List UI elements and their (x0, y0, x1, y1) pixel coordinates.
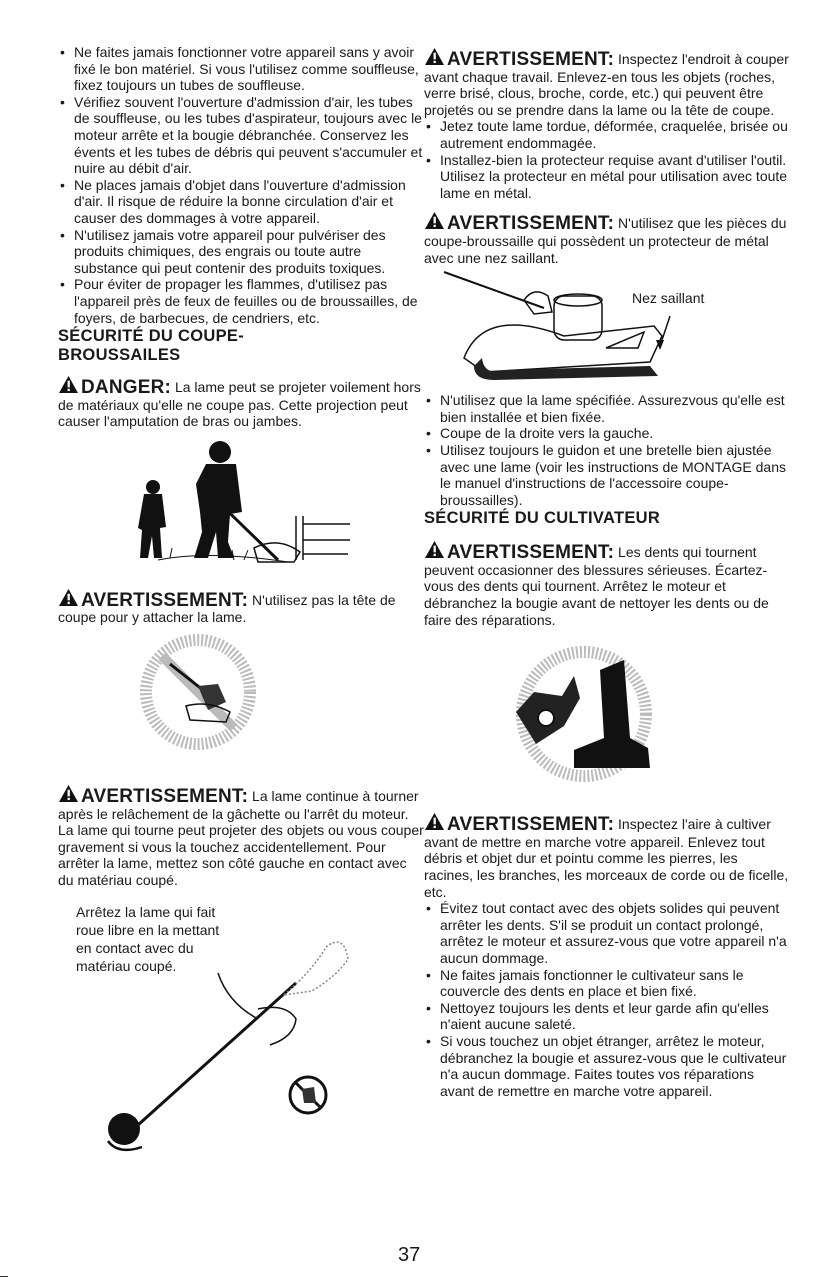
trimmer-stop-icon (58, 903, 424, 1153)
warning-text: N'utilisez pas la tête de coupe pour y attacher la lame. (58, 591, 396, 626)
list-item: • Évitez tout contact avec des objets solides qui peuvent arrêter les dents. S'il se produit un contact prolongé, arrêtez le moteur et assurez-vous que votre appareil n'a aucun dommage. (424, 900, 790, 966)
warning-notice-inspect (424, 47, 790, 118)
warning-triangle-icon (58, 588, 79, 607)
brushcutter-use-list (424, 392, 790, 508)
warning-text: Les dents qui tournent peuvent occasionner des blessures sérieuses. Écartez-vous des dents qui tournent. Arrêtez le moteur et débranchez la bougie avant de nettoyer les dents ou de faire des réparations. (424, 544, 769, 628)
warning-triangle-icon (424, 47, 445, 66)
warning-notice-guard (424, 211, 790, 266)
danger-text: La lame peut se projeter voilement hors de matériaux qu'elle ne coupe pas. Cette projection peut causer l'amputation de bras ou jambes. (58, 379, 421, 430)
guard-icon (424, 266, 790, 390)
warning-triangle-icon (58, 375, 79, 394)
list-item: • Utilisez toujours le guidon et une bretelle bien ajustée avec une lame (voir les instructions de MONTAGE dans le manuel d'instructions de l'accessoire coupe-broussailles). (424, 442, 790, 508)
cultivator-use-list (424, 900, 790, 1099)
crop-mark (0, 1276, 8, 1277)
metal-guard-illustration (424, 266, 790, 390)
warning-triangle-icon (424, 812, 445, 831)
left-column (58, 44, 424, 1153)
warning-signal-word: AVERTISSEMENT: (447, 814, 615, 836)
list-item: • Ne faites jamais fonctionner votre appareil sans y avoir fixé le bon matériel. Si vous l'utilisez comme souffleuse, fixez toujours un tubes de souffleuse. (58, 44, 424, 94)
list-item: • Ne places jamais d'objet dans l'ouverture d'admission d'air. Il risque de réduire la bonne circulation d'air et causer des dommages à votre appareil. (58, 177, 424, 227)
list-item: • Installez-bien la protecteur requise avant d'utiliser l'outil. Utilisez la protecteur en métal pour utilisation avec toute lame en métal. (424, 152, 790, 202)
warning-signal-word: AVERTISSEMENT: (447, 542, 615, 564)
no-blade-on-trimmer-head-illustration (58, 626, 424, 756)
list-item: • Vérifiez souvent l'ouverture d'admission d'air, les tubes de souffleuse, ou les tubes d'aspirateur, toujours avec le moteur arrête et la bougie débranchée. Conservez les évents et les tubes de débris qui peuvent s'accumuler et nuire au débit d'air. (58, 94, 424, 177)
warning-notice-area (424, 812, 790, 900)
list-item: • Coupe de la droite vers la gauche. (424, 425, 790, 442)
warning-signal-word: AVERTISSEMENT: (447, 49, 615, 70)
list-item: • Jetez toute lame tordue, déformée, craquelée, brisée ou autrement endommagée. (424, 118, 790, 151)
warning-signal-word: AVERTISSEMENT: (447, 213, 615, 235)
blade-list (424, 118, 790, 201)
list-item: • Pour éviter de propager les flammes, d'utilisez pas l'appareil près de feux de feuilles ou de broussailles, de foyers, de barbecues, de cendriers, etc. (58, 276, 424, 326)
stop-coasting-blade-illustration (58, 903, 424, 1153)
tine-hazard-icon (424, 628, 790, 798)
tines-foot-illustration (424, 628, 790, 798)
list-item: • N'utilisez jamais votre appareil pour pulvériser des produits chimiques, des engrais ou toute autre substance qui peut contenir des produits toxiques. (58, 227, 424, 277)
list-item: • Ne faites jamais fonctionner le cultivateur sans le couvercle des dents en place et bien fixé. (424, 967, 790, 1000)
warning-triangle-icon (58, 784, 79, 803)
figure-label: Nez saillant (632, 290, 705, 307)
warning-signal-word: AVERTISSEMENT: (81, 786, 249, 808)
brushcutter-operator-illustration (58, 432, 424, 582)
warning-text: Inspectez l'aire à cultiver avant de mettre en marche votre appareil. Enlevez tout débris et objet dur et pointu comme les pierres, les racines, les branches, les morceaux de corde ou de ficelle, etc. (424, 816, 789, 900)
warning-triangle-icon (424, 540, 445, 559)
warning-triangle-icon (424, 211, 445, 230)
section-heading-cultivator: SÉCURITÉ DU CULTIVATEUR (424, 509, 661, 528)
blower-safety-list (58, 44, 424, 326)
right-column (424, 47, 790, 1099)
danger-notice (58, 375, 424, 430)
warning-notice-head (58, 588, 424, 626)
warning-text: Inspectez l'endroit à couper avant chaque travail. Enlevez-en tous les objets (roches, verre brisé, clous, broche, corde, etc.) qui peuvent être projetés ou se prendre dans la lame ou la tête de coupe. (424, 51, 789, 118)
list-item: • Si vous touchez un objet étranger, arrêtez le moteur, débranchez la bougie et assurez-vous que le cultivateur n'a aucun dommage. Faites toutes vos réparations avant de remettre en marche votre appareil. (424, 1033, 790, 1099)
warning-text: La lame continue à tourner après le relâchement de la gâchette ou l'arrêt du moteur. La lame qui tourne peut projeter des objets ou vous couper gravement si vous la touchez accidentellement. Pour arrêter la lame, mettez son côté gauche en contact avec du matériau coupé. (58, 788, 424, 889)
operator-figure-icon (58, 432, 424, 582)
list-item: • N'utilisez que la lame spécifiée. Assurezvous qu'elle est bien installée et bien fixée. (424, 392, 790, 425)
danger-signal-word: DANGER: (81, 377, 172, 399)
warning-notice-coasting (58, 784, 424, 889)
warning-text: N'utilisez que les pièces du coupe-broussaille qui possèdent un protecteur de métal avec une nez saillant. (424, 215, 787, 266)
list-item: • Nettoyez toujours les dents et leur garde afin qu'elles n'aient aucune saleté. (424, 1000, 790, 1033)
prohibited-icon (58, 626, 424, 756)
warning-notice-tines (424, 540, 790, 628)
page-number: 37 (398, 1244, 421, 1266)
section-heading-brushcutter: SÉCURITÉ DU COUPE-BROUSSAILES (58, 327, 244, 365)
figure-caption: Arrêtez la lame qui fait roue libre en la mettant en contact avec du matériau coupé. (76, 903, 220, 974)
warning-signal-word: AVERTISSEMENT: (81, 589, 249, 611)
